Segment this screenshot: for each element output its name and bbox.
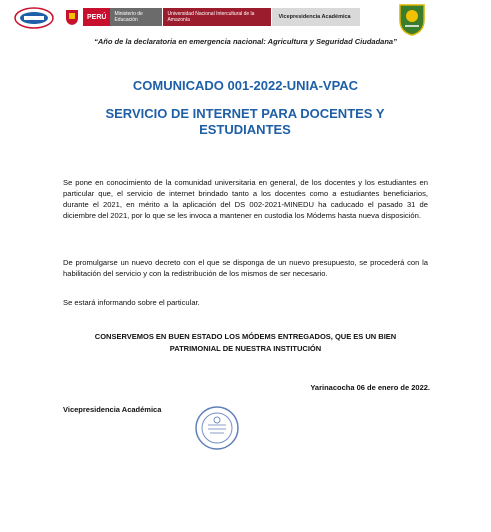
year-motto: “Año de la declaratoria en emergencia nacional: Agricultura y Seguridad Ciudadana” [94, 37, 397, 46]
official-seal-icon [194, 405, 240, 451]
place-date: Yarinacocha 06 de enero de 2022. [310, 383, 430, 392]
document-subtitle: SERVICIO DE INTERNET PARA DOCENTES Y ESTUDIANTES [105, 106, 385, 137]
vice-presidency-label: Vicepresidencia Académica [272, 8, 360, 26]
body-paragraph: De promulgarse un nuevo decreto con el que se disponga de un nuevo presupuesto, se procederá con la habilitación del servicio y con la redistribución de los mismos de ser necesario. [63, 257, 428, 278]
ministry-banner [64, 8, 360, 26]
body-paragraph: Se estará informando sobre el particular. [63, 297, 200, 307]
signature-label: Vicepresidencia Académica [63, 405, 162, 414]
university-crest-icon [397, 2, 427, 36]
peru-label: PERÚ [83, 8, 110, 26]
education-emergency-logo [14, 7, 54, 29]
closing-statement: CONSERVEMOS EN BUEN ESTADO LOS MÓDEMS ENTREGADOS, QUE ES UN BIEN PATRIMONIAL DE NUESTRA INSTITUCIÓN [94, 332, 397, 353]
peru-shield-icon [64, 8, 80, 26]
document-title: COMUNICADO 001-2022-UNIA-VPAC [132, 78, 359, 93]
letterhead [0, 0, 491, 38]
ministry-label: Ministerio de Educación [110, 8, 162, 26]
body-paragraph: Se pone en conocimiento de la comunidad universitaria en general, de los docentes y los estudiantes en particular que, el servicio de internet brindado tanto a los docentes como a estudiantes beneficiarios, durante el 2021, en mérito a la aplicación del DS 002-2021-MINEDU ha caducado el pasado 31 de diciembre del 2021, por lo que se les invoca a mantener en custodia los Módems hasta nueva disposición. [63, 177, 428, 220]
university-label: Universidad Nacional Intercultural de la Amazonía [163, 8, 271, 26]
